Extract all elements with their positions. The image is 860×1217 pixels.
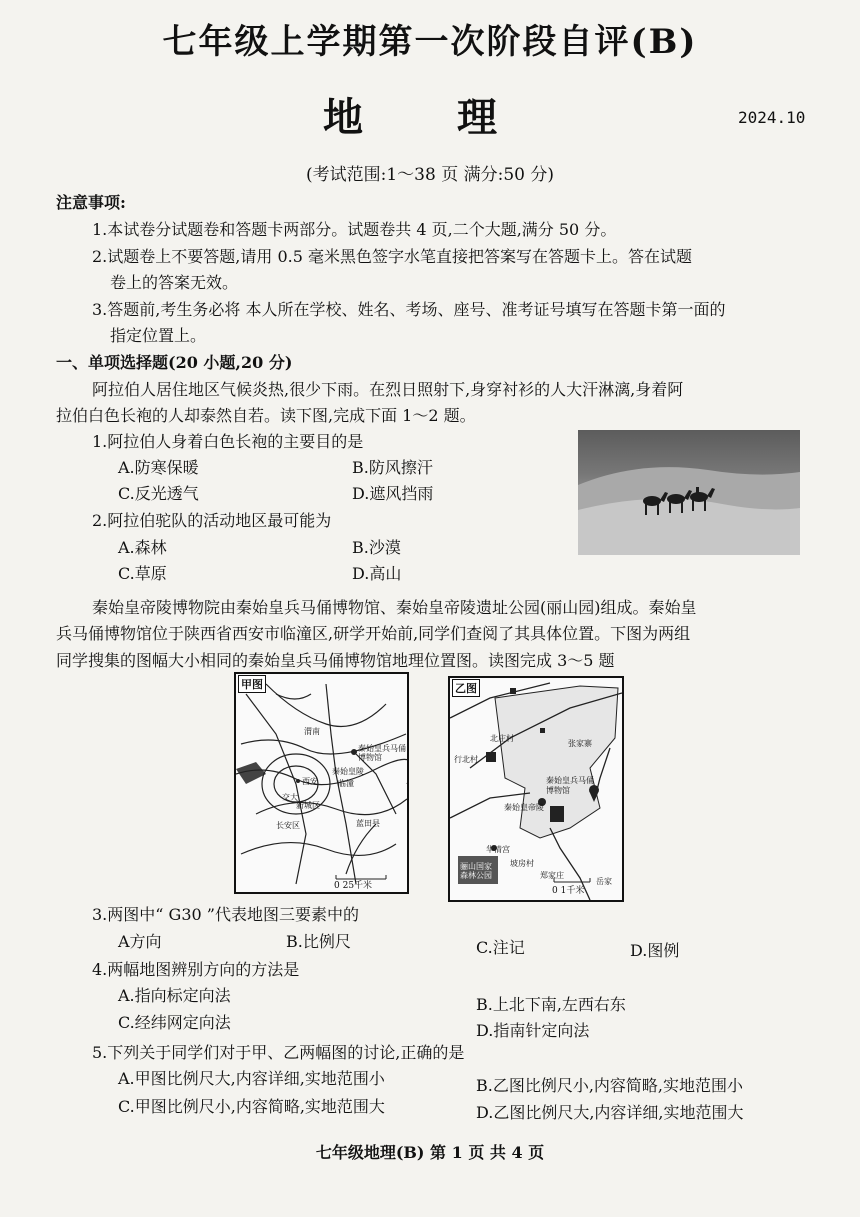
- q1-option-b: B.防风擦汗: [352, 458, 433, 477]
- place-label: 新城区: [296, 801, 320, 810]
- question-1-stem: 1.阿拉伯人身着白色长袍的主要目的是: [92, 432, 364, 451]
- q3-option-a: A方向: [118, 932, 162, 951]
- section-heading: 一、单项选择题(20 小题,20 分): [56, 353, 293, 372]
- map-jia-label: 甲图: [238, 675, 266, 693]
- place-label: 坡房村: [510, 859, 534, 868]
- q5-option-a: A.甲图比例尺大,内容详细,实地范围小: [118, 1069, 385, 1088]
- q3-option-c: C.注记: [476, 938, 525, 957]
- exam-date: 2024.10: [738, 108, 806, 127]
- note-item: 2.试题卷上不要答题,请用 0.5 毫米黑色签字水笔直接把答案写在答题卡上。答在试题: [92, 247, 692, 266]
- place-label: 秦始皇帝陵: [504, 803, 544, 812]
- map-yi-label: 乙图: [452, 679, 480, 697]
- q2-option-b: B.沙漠: [352, 538, 401, 557]
- intro-paragraph: 拉伯白色长袍的人却泰然自若。读下图,完成下面 1～2 题。: [56, 406, 476, 425]
- intro-paragraph: 同学搜集的图幅大小相同的秦始皇兵马俑博物馆地理位置图。读图完成 3～5 题: [56, 651, 615, 670]
- q1-option-d: D.遮风挡雨: [352, 484, 434, 503]
- desert-camel-photo: [578, 430, 800, 555]
- map-yi: [448, 676, 624, 902]
- q4-option-c: C.经纬网定向法: [118, 1013, 231, 1032]
- question-5-stem: 5.下列关于同学们对于甲、乙两幅图的讨论,正确的是: [92, 1043, 465, 1062]
- place-label: 蓝田县: [356, 819, 380, 828]
- place-label: 骊山国家森林公园: [460, 862, 492, 880]
- notes-heading: 注意事项:: [56, 193, 126, 212]
- q2-option-c: C.草原: [118, 564, 167, 583]
- question-3-stem: 3.两图中“ G30 ”代表地图三要素中的: [92, 905, 359, 924]
- intro-paragraph: 阿拉伯人居住地区气候炎热,很少下雨。在烈日照射下,身穿衬衫的人大汗淋漓,身着阿: [92, 380, 684, 399]
- note-item: 1.本试卷分试题卷和答题卡两部分。试题卷共 4 页,二个大题,满分 50 分。: [92, 220, 617, 239]
- place-label: 西安: [302, 777, 318, 786]
- exam-scope: (考试范围:1～38 页 满分:50 分): [305, 165, 554, 185]
- q5-option-c: C.甲图比例尺小,内容简略,实地范围大: [118, 1097, 385, 1116]
- map-jia-scale: 0 25千米: [334, 881, 373, 891]
- place-label: 秦始皇兵马俑博物馆: [358, 744, 406, 762]
- place-label: 秦始皇兵马俑博物馆: [546, 776, 594, 795]
- intro-paragraph: 秦始皇帝陵博物院由秦始皇兵马俑博物馆、秦始皇帝陵遗址公园(丽山园)组成。秦始皇: [92, 598, 697, 617]
- map-yi-scale: 0 1千米: [552, 886, 585, 896]
- note-item: 3.答题前,考生务必将 本人所在学校、姓名、考场、座号、准考证号填写在答题卡第一面的: [92, 300, 726, 319]
- place-label: 交大: [282, 793, 298, 802]
- q4-option-b: B.上北下南,左西右东: [476, 995, 626, 1014]
- place-label: 岳家: [596, 877, 612, 886]
- exam-title: 七年级上学期第一次阶段自评(B): [162, 22, 698, 62]
- q2-option-d: D.高山: [352, 564, 402, 583]
- place-label: 行北村: [454, 755, 478, 764]
- q3-option-d: D.图例: [630, 941, 680, 960]
- q2-option-a: A.森林: [118, 538, 167, 557]
- map-jia: [234, 672, 409, 894]
- place-label: 秦始皇陵: [332, 767, 364, 776]
- q4-option-a: A.指向标定向法: [118, 986, 231, 1005]
- intro-paragraph: 兵马俑博物馆位于陕西省西安市临潼区,研学开始前,同学们查阅了其具体位置。下图为两组: [56, 624, 691, 643]
- place-label: 临潼: [338, 779, 354, 788]
- question-2-stem: 2.阿拉伯驼队的活动地区最可能为: [92, 511, 332, 530]
- q3-option-b: B.比例尺: [286, 932, 351, 951]
- subject-title: 地 理: [323, 94, 537, 141]
- place-label: 北庄村: [490, 734, 514, 743]
- note-item: 指定位置上。: [110, 326, 207, 345]
- question-4-stem: 4.两幅地图辨别方向的方法是: [92, 960, 300, 979]
- place-label: 张家寨: [568, 739, 592, 748]
- q1-option-c: C.反光透气: [118, 484, 199, 503]
- place-label: 渭南: [304, 727, 320, 736]
- q5-option-b: B.乙图比例尺小,内容简略,实地范围小: [476, 1076, 744, 1095]
- q1-option-a: A.防寒保暖: [118, 458, 199, 477]
- q4-option-d: D.指南针定向法: [476, 1021, 590, 1040]
- page-footer: 七年级地理(B) 第 1 页 共 4 页: [315, 1143, 545, 1162]
- note-item: 卷上的答案无效。: [110, 273, 239, 292]
- place-label: 华清宫: [486, 845, 510, 854]
- q5-option-d: D.乙图比例尺大,内容详细,实地范围大: [476, 1103, 744, 1122]
- place-label: 郑家庄: [540, 871, 564, 880]
- place-label: 长安区: [276, 821, 300, 830]
